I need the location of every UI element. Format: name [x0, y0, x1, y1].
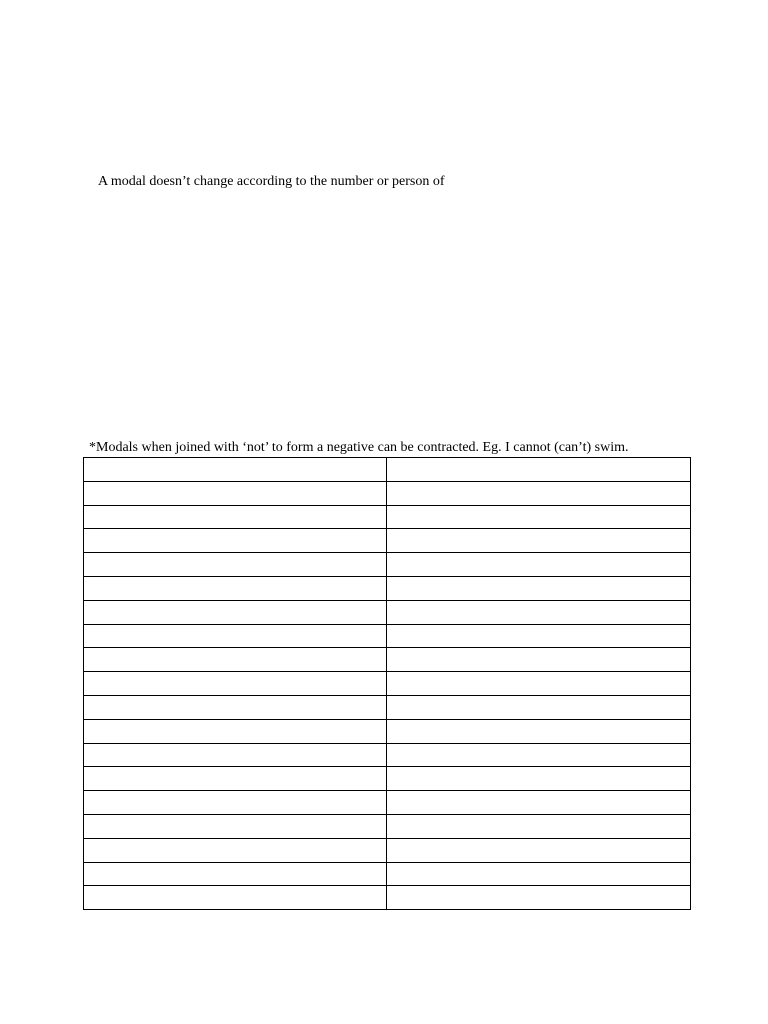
- table-cell-left: [84, 553, 387, 577]
- table-row: [84, 886, 691, 910]
- table-cell-right: [387, 767, 691, 791]
- table-row: [84, 624, 691, 648]
- table-cell-right: [387, 624, 691, 648]
- table-row: [84, 791, 691, 815]
- table-row: [84, 695, 691, 719]
- table-row: [84, 505, 691, 529]
- table-cell-right: [387, 529, 691, 553]
- table-row: [84, 481, 691, 505]
- table-body: [84, 458, 691, 910]
- table-row: [84, 814, 691, 838]
- table-cell-left: [84, 624, 387, 648]
- table-cell-right: [387, 648, 691, 672]
- table-cell-left: [84, 458, 387, 482]
- table-cell-left: [84, 672, 387, 696]
- table-row: [84, 576, 691, 600]
- table-cell-left: [84, 862, 387, 886]
- table-cell-right: [387, 458, 691, 482]
- table-row: [84, 838, 691, 862]
- intro-text: A modal doesn’t change according to the number or person of: [98, 174, 445, 189]
- table-row: [84, 743, 691, 767]
- table-cell-right: [387, 719, 691, 743]
- table-row: [84, 648, 691, 672]
- table-cell-left: [84, 767, 387, 791]
- table-cell-right: [387, 791, 691, 815]
- table-row: [84, 672, 691, 696]
- table-row: [84, 600, 691, 624]
- table-row: [84, 529, 691, 553]
- table-cell-right: [387, 862, 691, 886]
- table-cell-left: [84, 719, 387, 743]
- table-cell-left: [84, 529, 387, 553]
- table-cell-left: [84, 576, 387, 600]
- table-cell-right: [387, 672, 691, 696]
- table-cell-left: [84, 481, 387, 505]
- table-cell-left: [84, 648, 387, 672]
- note-text: *Modals when joined with ‘not’ to form a negative can be contracted. Eg. I cannot (can’t) swim.: [89, 440, 629, 455]
- table-cell-left: [84, 695, 387, 719]
- table-cell-left: [84, 886, 387, 910]
- table-cell-right: [387, 743, 691, 767]
- table-cell-right: [387, 814, 691, 838]
- blank-table: [83, 457, 691, 910]
- table-row: [84, 719, 691, 743]
- table-cell-left: [84, 600, 387, 624]
- table-cell-right: [387, 695, 691, 719]
- table-row: [84, 553, 691, 577]
- table-cell-left: [84, 743, 387, 767]
- table-cell-left: [84, 838, 387, 862]
- table-cell-right: [387, 600, 691, 624]
- table-row: [84, 862, 691, 886]
- table-cell-left: [84, 814, 387, 838]
- table-row: [84, 767, 691, 791]
- table-cell-right: [387, 505, 691, 529]
- table-cell-right: [387, 838, 691, 862]
- table-cell-left: [84, 791, 387, 815]
- table-row: [84, 458, 691, 482]
- table-cell-right: [387, 886, 691, 910]
- table-cell-right: [387, 576, 691, 600]
- table-cell-right: [387, 481, 691, 505]
- table-cell-right: [387, 553, 691, 577]
- table-cell-left: [84, 505, 387, 529]
